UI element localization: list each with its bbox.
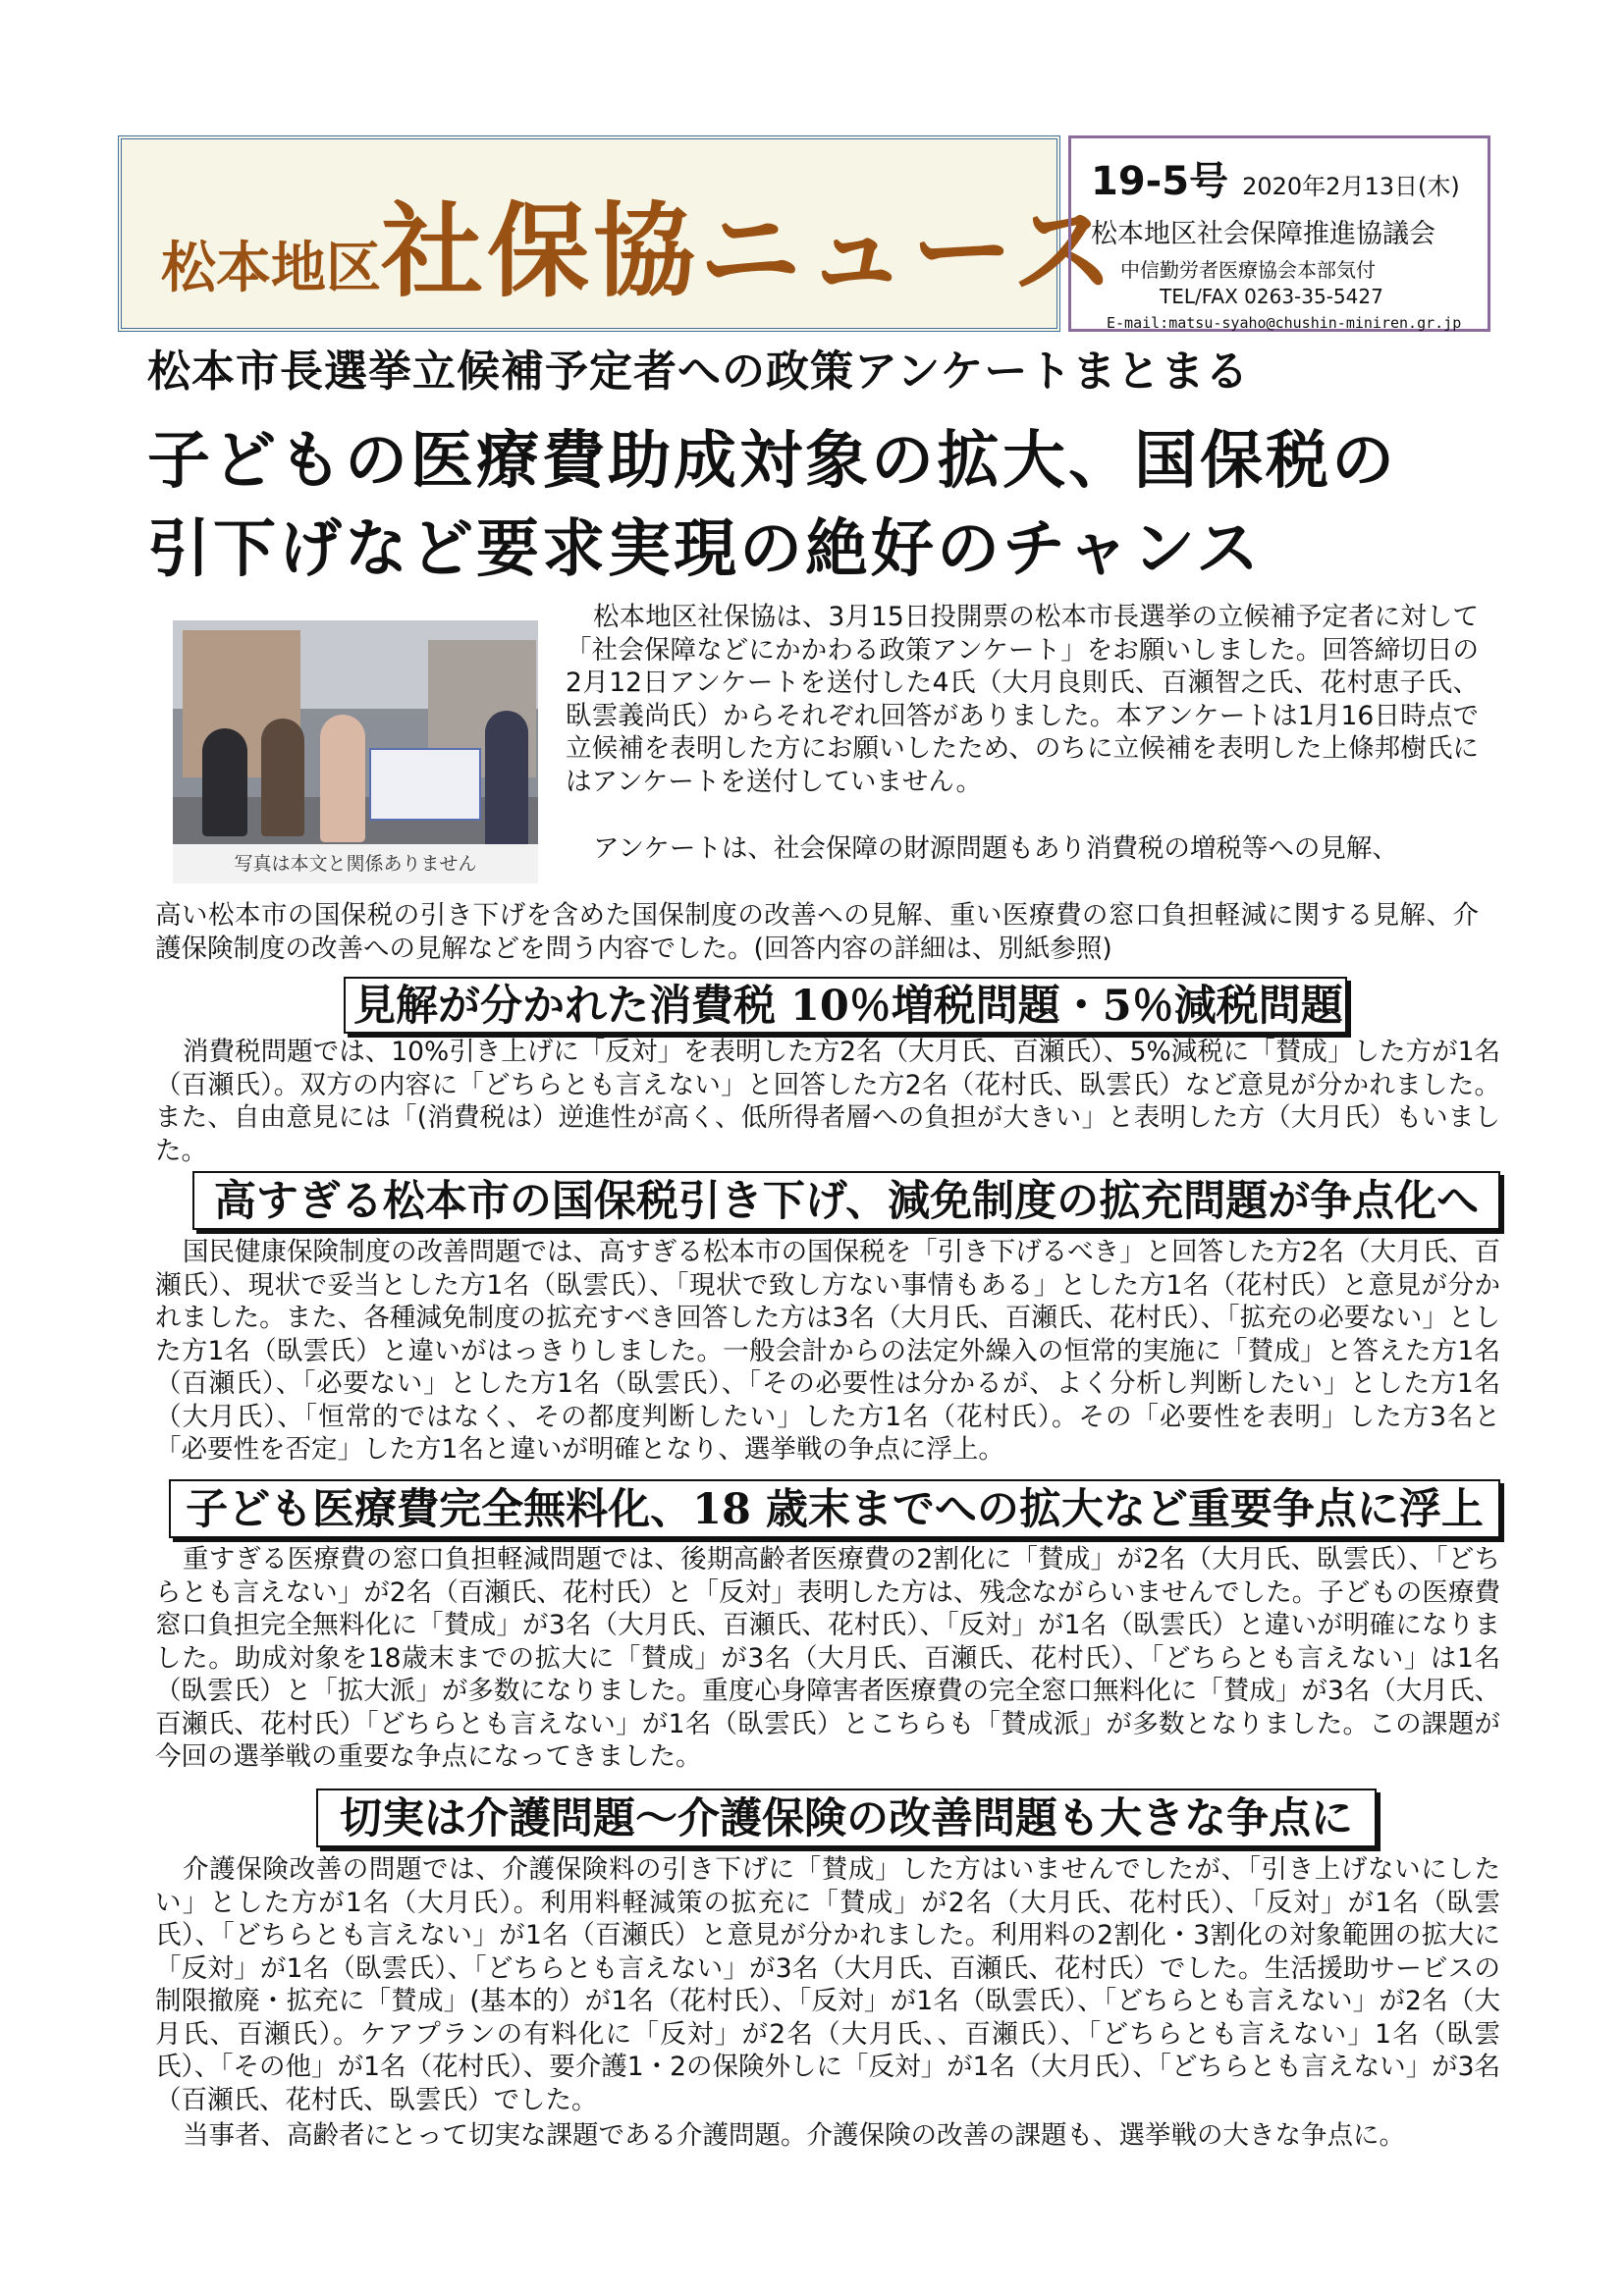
newsletter-title [161, 169, 1118, 316]
section-body-child-medical-costs: 重すぎる医療費の窓口負担軽減問題では、後期高齢者医療費の2割化に「賛成」が2名（大月氏、臥雲氏）、「どちらとも言えない」が2名（百瀬氏、花村氏）と「反対」表明した方は、残念ながらいませんでした。子どもの医療費窓口負担完全無料化に「賛成」が3名（大月氏、百瀬氏、花村氏）、「反対」が1名（臥雲氏）と違いが明確になりました。助成対象を18歳末までの拡大に「賛成」が3名（大月氏、百瀬氏、花村氏）、「どちらとも言えない」は1名（臥雲氏）と「拡大派」が多数になりました。重度心身障害者医療費の完全窓口無料化に「賛成」が3名（大月氏、百瀬氏、花村氏）「どちらとも言えない」が1名（臥雲氏）とこちらも「賛成派」が多数となりました。この課題が今回の選挙戦の重要な争点になってきました。 [155, 1544, 1500, 1772]
email-address: E-mail:matsu-syaho@chushin-miniren.gr.jp [1107, 314, 1462, 332]
photo-banner [369, 748, 481, 821]
headline-line-1: 子どもの医療費助成対象の拡大、国保税の [147, 425, 1397, 498]
masthead [118, 135, 1118, 332]
subheadline: 松本市長選挙立候補予定者への政策アンケートまとまる [147, 347, 1250, 397]
intro-paragraph-2-start: アンケートは、社会保障の財源問題もあり消費税の増税等への見解、 [593, 833, 1398, 864]
title-main: 社保協ニュース [381, 191, 1118, 311]
section-body-national-health-insurance: 国民健康保険制度の改善問題では、高すぎる松本市の国保税を「引き下げるべき」と回答した方2名（大月氏、百瀬氏）、現状で妥当とした方1名（臥雲氏）、「現状で致し方ない事情もある」とした方1名（花村氏）と意見が分かれました。また、各種減免制度の拡充すべき回答した方は3名（大月氏、百瀬氏、花村氏）、「拡充の必要ない」とした方1名（臥雲氏）と違いがはっきりしました。一般会計からの法定外繰入の恒常的実施に「賛成」と答えた方1名（百瀬氏）、「必要ない」とした方1名（臥雲氏）、「その必要性は分かるが、よく分析し判断したい」とした方1名（大月氏）、「恒常的ではなく、その都度判断したい」した方1名（花村氏）。その「必要性を表明」した方3名と「必要性を否定」した方1名と違いが明確となり、選挙戦の争点に浮上。 [155, 1237, 1500, 1465]
section-body-consumption-tax: 消費税問題では、10%引き上げに「反対」を表明した方2名（大月氏、百瀬氏）、5%減税に「賛成」した方が1名（百瀬氏）。双方の内容に「どちらとも言えない」と回答した方2名（花村氏、臥雲氏）など意見が分かれました。また、自由意見には「(消費税は）逆進性が高く、低所得者層への負担が大きい」と表明した方（大月氏）もいました。 [155, 1037, 1500, 1166]
intro-paragraph-2-rest: 高い松本市の国保税の引き下げを含めた国保制度の改善への見解、重い医療費の窓口負担軽減に関する見解、介護保険制度の改善への見解などを問う内容でした。(回答内容の詳細は、別紙参照) [155, 900, 1479, 964]
closing-paragraph: 当事者、高齢者にとって切実な課題である介護問題。介護保険の改善の課題も、選挙戦の大きな争点に。 [183, 2120, 1405, 2151]
issue-line [1091, 150, 1468, 206]
issue-number: 19-5号 [1091, 159, 1229, 204]
section-heading-child-medical-costs: 子ども医療費完全無料化、18 歳末までへの拡大など重要争点に浮上 [169, 1479, 1500, 1538]
issue-date: 2020年2月13日(木) [1242, 173, 1460, 200]
street-campaign-photo [173, 620, 538, 876]
photo-caption: 写真は本文と関係ありません [173, 844, 538, 883]
organization-care-of: 中信勤労者医療協会本部気付 [1120, 258, 1376, 282]
issue-info-box [1068, 135, 1490, 332]
photo-person [485, 711, 528, 848]
section-heading-consumption-tax: 見解が分かれた消費税 10％増税問題・5％減税問題 [344, 977, 1347, 1034]
section-body-nursing-care: 介護保険改善の問題では、介護保険料の引き下げに「賛成」した方はいませんでしたが、「引き上げないにしたい」とした方が1名（大月氏）。利用料軽減策の拡充に「賛成」が2名（大月氏、花村氏）、「反対」が1名（臥雲氏）、「どちらとも言えない」が1名（百瀬氏）と意見が分かれました。利用料の2割化・3割化の対象範囲の拡大に「反対」が1名（臥雲氏）、「どちらとも言えない」が3名（大月氏、百瀬氏、花村氏）でした。生活援助サービスの制限撤廃・拡充に「賛成」(基本的）が1名（花村氏）、「反対」が1名（臥雲氏）、「どちらとも言えない」が2名（大月氏、百瀬氏）。ケアプランの有料化に「反対」が2名（大月氏、、百瀬氏）、「どちらとも言えない」1名（臥雲氏）、「その他」が1名（花村氏）、要介護1・2の保険外しに「反対」が1名（大月氏）、「どちらとも言えない」が3名（百瀬氏、花村氏、臥雲氏）でした。 [155, 1854, 1500, 2115]
tel-fax: TEL/FAX 0263-35-5427 [1160, 285, 1383, 308]
photo-person [320, 715, 365, 842]
headline-line-2: 引下げなど要求実現の絶好のチャンス [147, 513, 1263, 586]
section-heading-nursing-care: 切実は介護問題～介護保険の改善問題も大きな争点に [316, 1789, 1377, 1847]
photo-person [261, 719, 304, 836]
photo-person [202, 728, 247, 836]
organization-name: 松本地区社会保障推進協議会 [1091, 219, 1435, 249]
intro-paragraph-1: 松本地区社保協は、3月15日投開票の松本市長選挙の立候補予定者に対して「社会保障などにかかわる政策アンケート」をお願いしました。回答締切日の2月12日アンケートを送付した4氏（大月良則氏、百瀬智之氏、花村恵子氏、臥雲義尚氏）からそれぞれ回答がありました。本アンケートは1月16日時点で立候補を表明した方にお願いしたため、のちに立候補を表明した上條邦樹氏にはアンケートを送付していません。 [566, 602, 1479, 797]
section-heading-national-health-insurance: 高すぎる松本市の国保税引き下げ、減免制度の拡充問題が争点化へ [192, 1171, 1500, 1230]
title-prefix: 松本地区 [161, 237, 381, 300]
